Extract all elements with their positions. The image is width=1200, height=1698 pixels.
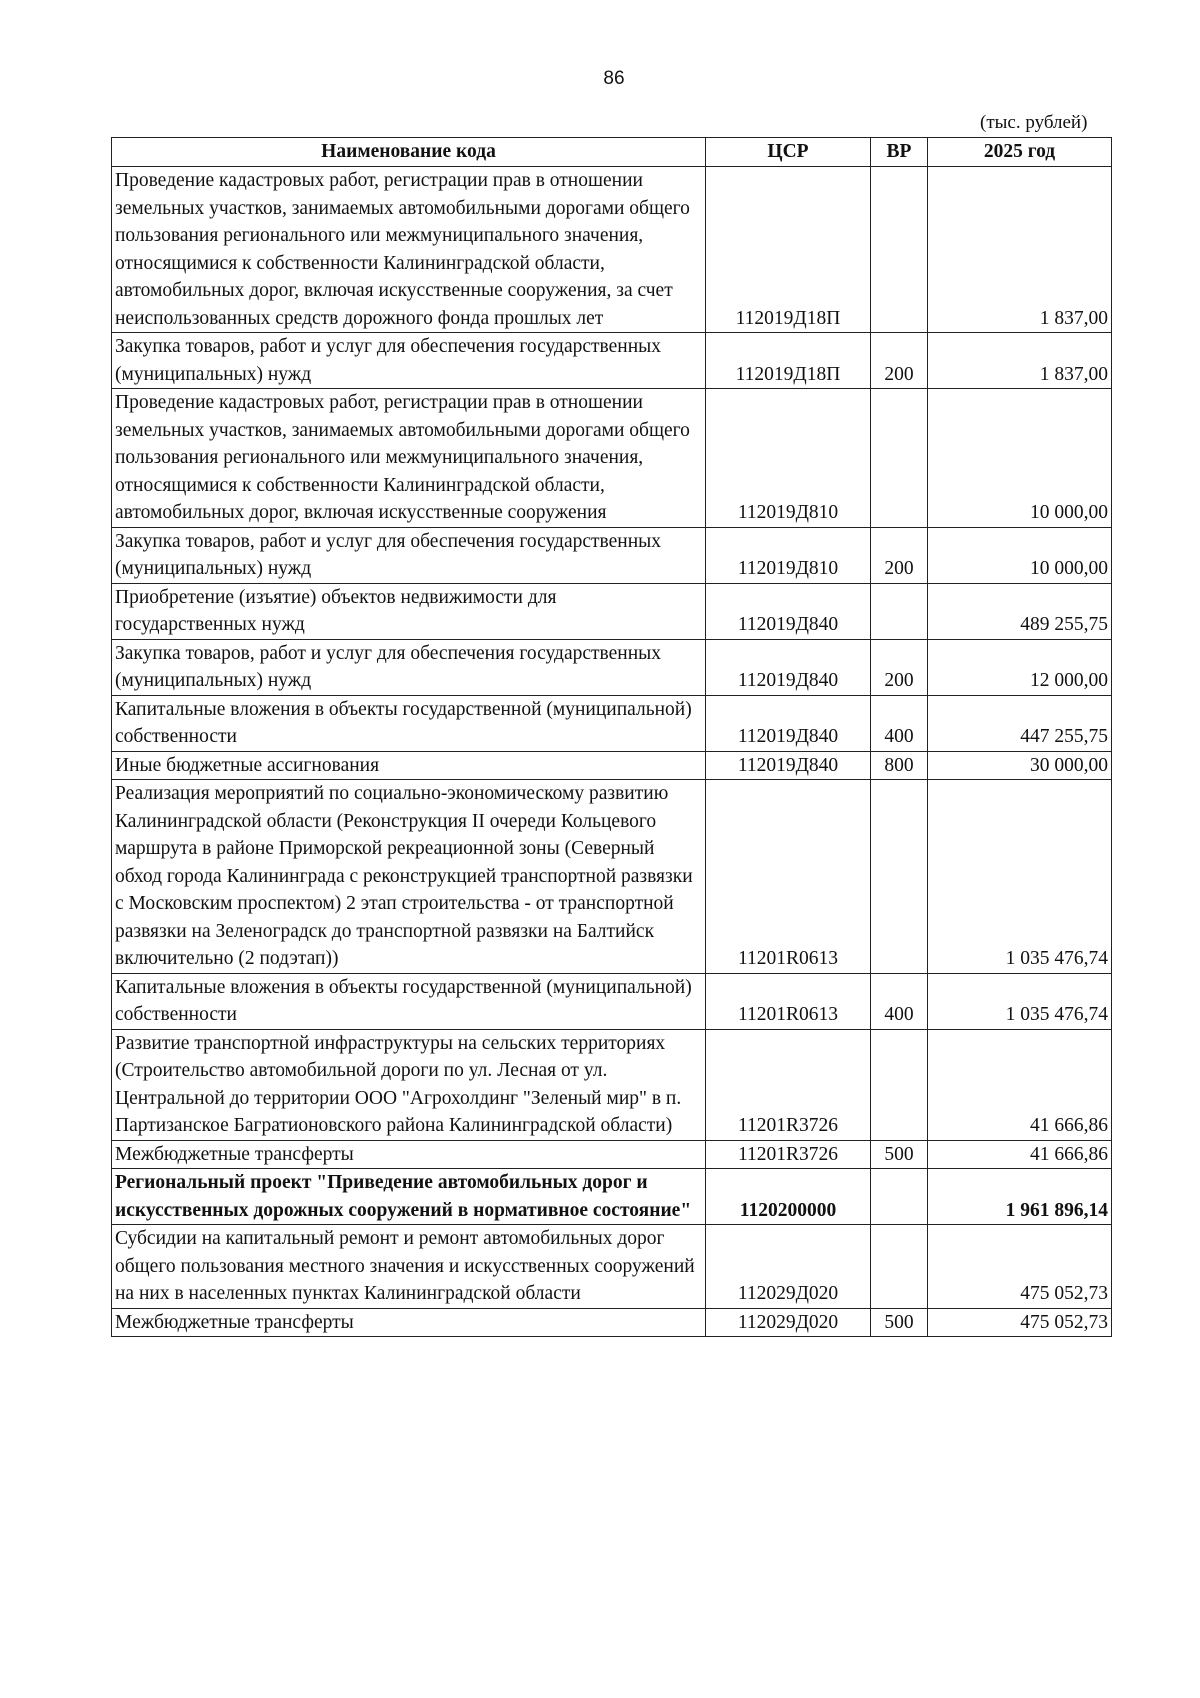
- table-row: [112, 527, 1112, 583]
- row-vr: 200: [871, 527, 928, 583]
- row-sum: 41 666,86: [928, 1029, 1112, 1140]
- table-row: [112, 973, 1112, 1029]
- row-sum: 41 666,86: [928, 1140, 1112, 1169]
- table-row: [112, 1029, 1112, 1140]
- row-sum: 12 000,00: [928, 639, 1112, 695]
- row-sum: 447 255,75: [928, 695, 1112, 751]
- row-csr: 112019Д840: [706, 695, 871, 751]
- row-csr: 11201R0613: [706, 780, 871, 974]
- row-csr: 112029Д020: [706, 1225, 871, 1309]
- row-vr: [871, 389, 928, 528]
- table-row: [112, 1140, 1112, 1169]
- row-name: Приобретение (изъятие) объектов недвижимости для государственных нужд: [112, 583, 706, 639]
- row-sum: 1 035 476,74: [928, 973, 1112, 1029]
- row-vr: [871, 780, 928, 974]
- row-csr: 112019Д840: [706, 751, 871, 780]
- row-vr: 500: [871, 1140, 928, 1169]
- row-name: Межбюджетные трансферты: [112, 1140, 706, 1169]
- table-row: [112, 167, 1112, 333]
- table-row: [112, 639, 1112, 695]
- budget-table: [111, 137, 1112, 1337]
- row-vr: 400: [871, 695, 928, 751]
- table-header-row: [112, 138, 1112, 167]
- table-row: [112, 1225, 1112, 1309]
- row-csr: 11201R3726: [706, 1029, 871, 1140]
- table-row: [112, 695, 1112, 751]
- page-number: 86: [603, 68, 625, 89]
- row-name: Региональный проект "Приведение автомобильных дорог и искусственных дорожных сооружений в нормативное состояние": [112, 1169, 706, 1225]
- row-sum: 1 035 476,74: [928, 780, 1112, 974]
- row-name: Капитальные вложения в объекты государственной (муниципальной) собственности: [112, 973, 706, 1029]
- row-sum: 475 052,73: [928, 1225, 1112, 1309]
- table-row: [112, 751, 1112, 780]
- table-row: [112, 1308, 1112, 1337]
- row-vr: [871, 1169, 928, 1225]
- row-csr: 112019Д18П: [706, 167, 871, 333]
- table-row-regional-project: [112, 1169, 1112, 1225]
- row-vr: 200: [871, 639, 928, 695]
- row-name: Субсидии на капитальный ремонт и ремонт автомобильных дорог общего пользования местного значения и искусственных сооружений на них в населенных пунктах Калининградской области: [112, 1225, 706, 1309]
- row-name: Капитальные вложения в объекты государственной (муниципальной) собственности: [112, 695, 706, 751]
- row-csr: 11201R3726: [706, 1140, 871, 1169]
- row-name: Закупка товаров, работ и услуг для обеспечения государственных (муниципальных) нужд: [112, 527, 706, 583]
- row-csr: 1120200000: [706, 1169, 871, 1225]
- table-row: [112, 780, 1112, 974]
- row-sum: 1 961 896,14: [928, 1169, 1112, 1225]
- row-vr: 500: [871, 1308, 928, 1337]
- row-name: Проведение кадастровых работ, регистрации прав в отношении земельных участков, занимаемых автомобильными дорогами общего пользования регионального или межмуниципального значения, относящимися к собственности Калининградской области, автомобильных дорог, включая искусственные сооружения, за счет неиспользованных средств дорожного фонда прошлых лет: [112, 167, 706, 333]
- row-csr: 112029Д020: [706, 1308, 871, 1337]
- row-sum: 10 000,00: [928, 527, 1112, 583]
- header-year: 2025 год: [928, 138, 1112, 167]
- row-vr: [871, 1029, 928, 1140]
- row-name: Развитие транспортной инфраструктуры на сельских территориях (Строительство автомобильной дороги по ул. Лесная от ул. Центральной до территории ООО "Агрохолдинг "Зеленый мир" в п. Партизанское Багратионовского района Калининградской области): [112, 1029, 706, 1140]
- row-vr: 800: [871, 751, 928, 780]
- row-name: Проведение кадастровых работ, регистрации прав в отношении земельных участков, занимаемых автомобильными дорогами общего пользования регионального или межмуниципального значения, относящимися к собственности Калининградской области, автомобильных дорог, включая искусственные сооружения: [112, 389, 706, 528]
- row-csr: 11201R0613: [706, 973, 871, 1029]
- row-vr: [871, 1225, 928, 1309]
- row-sum: 30 000,00: [928, 751, 1112, 780]
- row-sum: 475 052,73: [928, 1308, 1112, 1337]
- units-label: (тыс. рублей): [980, 112, 1088, 133]
- row-name: Реализация мероприятий по социально-экономическому развитию Калининградской области (Реконструкция II очереди Кольцевого маршрута в районе Приморской рекреационной зоны (Северный обход города Калининграда с реконструкцией транспортной развязки с Московским проспектом) 2 этап строительства - от транспортной развязки на Зеленоградск до транспортной развязки на Балтийск включительно (2 подэтап)): [112, 780, 706, 974]
- row-name: Межбюджетные трансферты: [112, 1308, 706, 1337]
- row-sum: 489 255,75: [928, 583, 1112, 639]
- row-sum: 10 000,00: [928, 389, 1112, 528]
- table-row: [112, 333, 1112, 389]
- row-vr: [871, 167, 928, 333]
- row-csr: 112019Д810: [706, 389, 871, 528]
- table-body: [112, 167, 1112, 1337]
- row-sum: 1 837,00: [928, 167, 1112, 333]
- row-csr: 112019Д840: [706, 639, 871, 695]
- row-vr: 400: [871, 973, 928, 1029]
- row-csr: 112019Д840: [706, 583, 871, 639]
- row-csr: 112019Д810: [706, 527, 871, 583]
- row-name: Закупка товаров, работ и услуг для обеспечения государственных (муниципальных) нужд: [112, 333, 706, 389]
- header-name: Наименование кода: [112, 138, 706, 167]
- header-csr: ЦСР: [706, 138, 871, 167]
- row-vr: 200: [871, 333, 928, 389]
- table-row: [112, 583, 1112, 639]
- row-csr: 112019Д18П: [706, 333, 871, 389]
- table-row: [112, 389, 1112, 528]
- row-name: Закупка товаров, работ и услуг для обеспечения государственных (муниципальных) нужд: [112, 639, 706, 695]
- row-vr: [871, 583, 928, 639]
- row-name: Иные бюджетные ассигнования: [112, 751, 706, 780]
- row-sum: 1 837,00: [928, 333, 1112, 389]
- header-vr: ВР: [871, 138, 928, 167]
